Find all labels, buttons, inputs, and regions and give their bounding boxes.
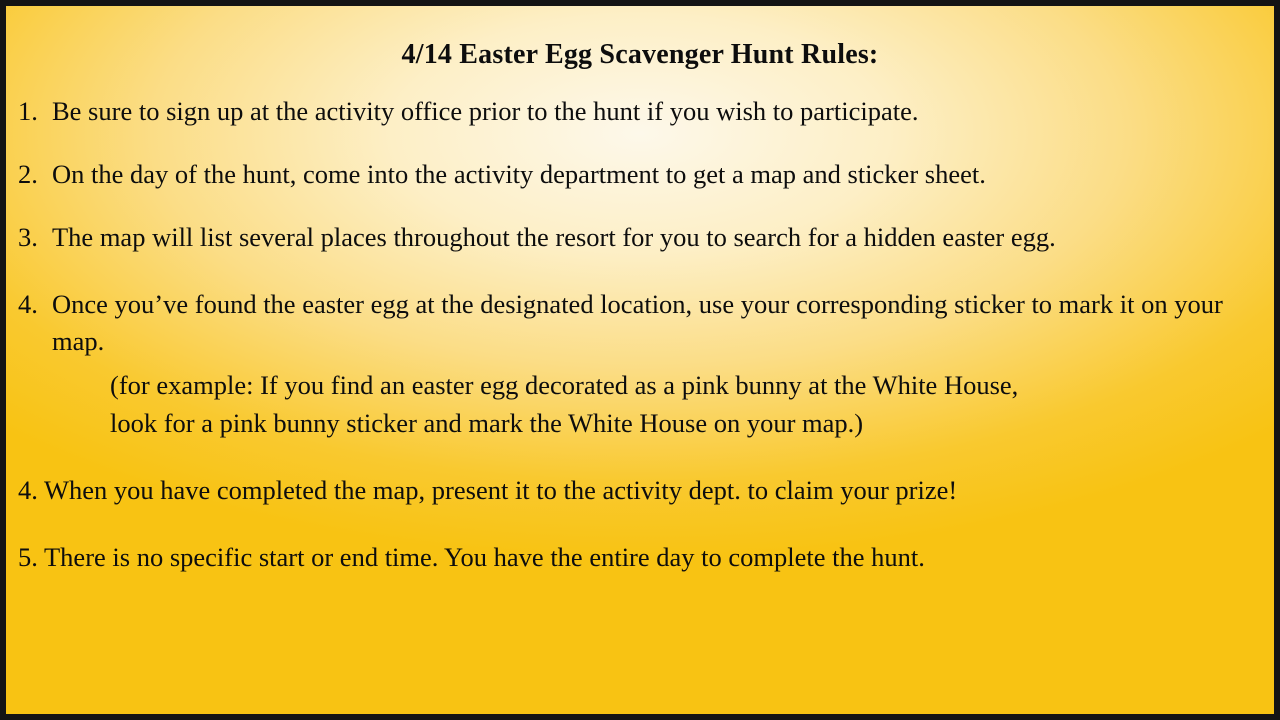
list-item-number: 5. <box>18 541 38 572</box>
list-item <box>16 286 1252 441</box>
rules-list <box>6 71 1274 576</box>
list-item-text: On the day of the hunt, come into the activity department to get a map and sticker sheet. <box>52 159 986 190</box>
list-item <box>16 219 1252 256</box>
list-item-number: 4. <box>18 474 38 505</box>
list-item <box>16 156 1252 193</box>
list-item <box>16 93 1252 130</box>
list-item-main-text: Once you’ve found the easter egg at the designated location, use your corresponding sticker to mark it on your map. <box>52 289 1223 357</box>
list-item-text: The map will list several places throughout the resort for you to search for a hidden easter egg. <box>52 222 1056 253</box>
list-item-number: 4. <box>18 289 38 320</box>
example-line-1: (for example: If you find an easter egg decorated as a pink bunny at the White House, <box>110 370 1019 401</box>
list-item-number: 2. <box>18 159 38 190</box>
list-item-text: When you have completed the map, present it to the activity dept. to claim your prize! <box>44 474 958 505</box>
list-item-number: 1. <box>18 96 38 126</box>
list-item <box>16 539 1252 576</box>
list-item-number: 3. <box>18 222 38 253</box>
list-item <box>16 472 1252 509</box>
example-line-2: look for a pink bunny sticker and mark the White House on your map.) <box>110 407 864 438</box>
page-title: 4/14 Easter Egg Scavenger Hunt Rules: <box>401 39 879 70</box>
list-item-text <box>52 286 1252 441</box>
list-item-text: Be sure to sign up at the activity office prior to the hunt if you wish to participate. <box>52 96 919 126</box>
list-item-example <box>52 367 1252 441</box>
list-item-text: There is no specific start or end time. You have the entire day to complete the hunt. <box>44 541 925 572</box>
